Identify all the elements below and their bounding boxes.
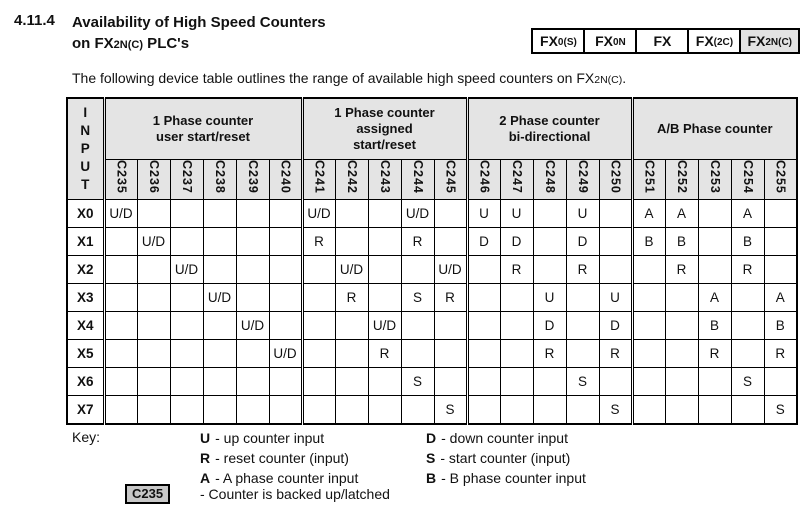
group-header-C241-C245 [302, 98, 467, 160]
cell-X1-C250 [599, 227, 632, 255]
cell-X4-C236 [137, 311, 170, 339]
cell-X3-C242: R [335, 283, 368, 311]
cell-X4-C247 [500, 311, 533, 339]
col-header-C244 [401, 160, 434, 200]
cell-X2-C248 [533, 255, 566, 283]
cell-X5-C249 [566, 339, 599, 367]
key-item-U [200, 428, 426, 448]
cell-X4-C254 [731, 311, 764, 339]
cell-X5-C251 [632, 339, 665, 367]
cell-X5-C253: R [698, 339, 731, 367]
cell-X4-C245 [434, 311, 467, 339]
cell-X6-C238 [203, 367, 236, 395]
col-header-label: C235 [114, 160, 129, 194]
col-header-C242 [335, 160, 368, 200]
cell-X7-C248 [533, 395, 566, 424]
cell-X4-C244 [401, 311, 434, 339]
cell-X5-C236 [137, 339, 170, 367]
intro-pre: The following device table outlines the range of available high speed counters on FX [72, 70, 595, 86]
cell-X5-C235 [104, 339, 137, 367]
cell-X3-C254 [731, 283, 764, 311]
cell-X7-C242 [335, 395, 368, 424]
cell-X7-C243 [368, 395, 401, 424]
key-item-B [426, 468, 586, 488]
cell-X3-C238: U/D [203, 283, 236, 311]
cell-X0-C254: A [731, 199, 764, 227]
col-header-label: C242 [344, 160, 359, 194]
cell-X3-C240 [269, 283, 302, 311]
key-desc: - start counter (input) [440, 450, 571, 466]
table-row-X3 [67, 283, 797, 311]
section-number: 4.11.4 [14, 12, 55, 29]
cell-X3-C243 [368, 283, 401, 311]
cell-X7-C251 [632, 395, 665, 424]
cell-X5-C242 [335, 339, 368, 367]
cell-X7-C238 [203, 395, 236, 424]
cell-X5-C239 [236, 339, 269, 367]
cell-X5-C247 [500, 339, 533, 367]
hsc-availability-table [66, 97, 798, 425]
col-header-label: C240 [278, 160, 293, 194]
group-header-line: 1 Phase counter [334, 105, 435, 120]
cell-X4-C243: U/D [368, 311, 401, 339]
cell-X1-C238 [203, 227, 236, 255]
col-header-C255 [764, 160, 797, 200]
cell-X4-C249 [566, 311, 599, 339]
cell-X2-C252: R [665, 255, 698, 283]
cell-X2-C236 [137, 255, 170, 283]
cell-X0-C238 [203, 199, 236, 227]
title-line-2-pre: on FX [72, 35, 114, 52]
cell-X6-C255 [764, 367, 797, 395]
row-header-X2: X2 [67, 255, 104, 283]
col-header-C249 [566, 160, 599, 200]
cell-X7-C244 [401, 395, 434, 424]
cell-X5-C250: R [599, 339, 632, 367]
group-header-line: 2 Phase counter [499, 113, 600, 128]
cell-X6-C240 [269, 367, 302, 395]
cell-X1-C247: D [500, 227, 533, 255]
cell-X2-C243 [368, 255, 401, 283]
key-item-A [200, 468, 426, 488]
cell-X3-C235 [104, 283, 137, 311]
cell-X7-C236 [137, 395, 170, 424]
cell-X0-C237 [170, 199, 203, 227]
key-letter: D [426, 430, 437, 446]
table-row-X7 [67, 395, 797, 424]
cell-X4-C255: B [764, 311, 797, 339]
col-header-label: C243 [377, 160, 392, 194]
cell-X2-C255 [764, 255, 797, 283]
cell-X4-C239: U/D [236, 311, 269, 339]
cell-X1-C242 [335, 227, 368, 255]
cell-X5-C245 [434, 339, 467, 367]
group-header-line: A/B Phase counter [656, 121, 773, 136]
cell-X4-C248: D [533, 311, 566, 339]
table-row-X5 [67, 339, 797, 367]
col-header-label: C236 [146, 160, 161, 194]
cell-X1-C253 [698, 227, 731, 255]
cell-X1-C251: B [632, 227, 665, 255]
cell-X2-C238 [203, 255, 236, 283]
cell-X1-C239 [236, 227, 269, 255]
col-header-label: C251 [642, 160, 657, 194]
cell-X6-C249: S [566, 367, 599, 395]
cell-X2-C250 [599, 255, 632, 283]
cell-X1-C237 [170, 227, 203, 255]
col-header-label: C248 [542, 160, 557, 194]
group-header-C246-C250 [467, 98, 632, 160]
cell-X4-C238 [203, 311, 236, 339]
cell-X1-C252: B [665, 227, 698, 255]
cell-X0-C247: U [500, 199, 533, 227]
cell-X0-C251: A [632, 199, 665, 227]
cell-X3-C249 [566, 283, 599, 311]
row-header-X3: X3 [67, 283, 104, 311]
cell-X6-C250 [599, 367, 632, 395]
row-header-X7: X7 [67, 395, 104, 424]
cell-X6-C236 [137, 367, 170, 395]
col-header-label: C247 [509, 160, 524, 194]
col-header-C247 [500, 160, 533, 200]
col-header-label: C252 [674, 160, 689, 194]
cell-X7-C249 [566, 395, 599, 424]
plc-tab-main-label: FX [540, 33, 558, 49]
cell-X6-C253 [698, 367, 731, 395]
cell-X5-C248: R [533, 339, 566, 367]
cell-X5-C246 [467, 339, 500, 367]
cell-X0-C248 [533, 199, 566, 227]
cell-X0-C243 [368, 199, 401, 227]
cell-X3-C239 [236, 283, 269, 311]
cell-X6-C246 [467, 367, 500, 395]
cell-X5-C241 [302, 339, 335, 367]
group-header-line: start/reset [353, 137, 416, 152]
cell-X2-C251 [632, 255, 665, 283]
cell-X2-C240 [269, 255, 302, 283]
col-header-C253 [698, 160, 731, 200]
cell-X2-C249: R [566, 255, 599, 283]
cell-X6-C242 [335, 367, 368, 395]
cell-X4-C246 [467, 311, 500, 339]
cell-X7-C240 [269, 395, 302, 424]
plc-tab-fx [635, 28, 689, 54]
plc-tab-fx2nc [739, 28, 800, 54]
intro-post: . [622, 70, 627, 86]
key-letter: S [426, 450, 436, 466]
key-desc: - B phase counter input [441, 470, 586, 486]
col-header-C246 [467, 160, 500, 200]
cell-X0-C253 [698, 199, 731, 227]
cell-X0-C241: U/D [302, 199, 335, 227]
plc-tab-main-label: FX [653, 33, 672, 49]
plc-tab-sub-label: 0(S) [557, 36, 577, 48]
intro-sub: 2N(C) [594, 74, 623, 86]
cell-X7-C239 [236, 395, 269, 424]
cell-X2-C245: U/D [434, 255, 467, 283]
cell-X4-C240 [269, 311, 302, 339]
cell-X0-C242 [335, 199, 368, 227]
cell-X6-C254: S [731, 367, 764, 395]
cell-X0-C235: U/D [104, 199, 137, 227]
cell-X7-C252 [665, 395, 698, 424]
cell-X4-C250: D [599, 311, 632, 339]
row-header-X1: X1 [67, 227, 104, 255]
cell-X6-C247 [500, 367, 533, 395]
col-header-label: C239 [245, 160, 260, 194]
table-row-X1 [67, 227, 797, 255]
key-item-D [426, 428, 586, 448]
cell-X1-C241: R [302, 227, 335, 255]
group-header-C251-C255 [632, 98, 797, 160]
plc-tab-sub-label: 2N(C) [765, 36, 792, 48]
title-line-2-post: PLC's [143, 35, 190, 52]
plc-tab-fx0s [531, 28, 585, 54]
key-desc: - up counter input [215, 430, 325, 446]
cell-X6-C239 [236, 367, 269, 395]
group-header-line: 1 Phase counter [152, 113, 254, 128]
col-header-C243 [368, 160, 401, 200]
title-line-1: Availability of High Speed Counters [72, 14, 326, 31]
cell-X3-C244: S [401, 283, 434, 311]
plc-tab-main-label: FX [747, 33, 766, 49]
cell-X7-C253 [698, 395, 731, 424]
latched-counter-desc: - Counter is backed up/latched [200, 486, 390, 502]
cell-X6-C243 [368, 367, 401, 395]
cell-X5-C255: R [764, 339, 797, 367]
cell-X0-C239 [236, 199, 269, 227]
cell-X7-C245: S [434, 395, 467, 424]
cell-X3-C247 [500, 283, 533, 311]
cell-X7-C247 [500, 395, 533, 424]
col-header-C248 [533, 160, 566, 200]
cell-X5-C252 [665, 339, 698, 367]
cell-X5-C244 [401, 339, 434, 367]
col-header-C241 [302, 160, 335, 200]
plc-tab-fx0n [583, 28, 637, 54]
cell-X3-C245: R [434, 283, 467, 311]
cell-X1-C248 [533, 227, 566, 255]
input-column-header: I N P U T [67, 98, 104, 199]
latched-counter-box: C235 [125, 484, 170, 504]
col-header-C235 [104, 160, 137, 200]
key-section [0, 428, 806, 512]
cell-X6-C251 [632, 367, 665, 395]
cell-X6-C241 [302, 367, 335, 395]
key-letter: R [200, 450, 211, 466]
row-header-X0: X0 [67, 199, 104, 227]
cell-X3-C248: U [533, 283, 566, 311]
cell-X3-C237 [170, 283, 203, 311]
col-header-C250 [599, 160, 632, 200]
cell-X0-C246: U [467, 199, 500, 227]
cell-X3-C252 [665, 283, 698, 311]
col-header-C251 [632, 160, 665, 200]
cell-X2-C241 [302, 255, 335, 283]
cell-X5-C240: U/D [269, 339, 302, 367]
col-header-label: C244 [410, 160, 425, 194]
cell-X3-C255: A [764, 283, 797, 311]
cell-X6-C237 [170, 367, 203, 395]
col-header-C240 [269, 160, 302, 200]
cell-X6-C235 [104, 367, 137, 395]
cell-X4-C237 [170, 311, 203, 339]
group-header-line: user start/reset [156, 129, 250, 144]
cell-X6-C248 [533, 367, 566, 395]
cell-X3-C253: A [698, 283, 731, 311]
cell-X7-C250: S [599, 395, 632, 424]
col-header-C254 [731, 160, 764, 200]
col-header-label: C253 [707, 160, 722, 194]
row-header-X6: X6 [67, 367, 104, 395]
cell-X7-C255: S [764, 395, 797, 424]
cell-X7-C237 [170, 395, 203, 424]
group-header-line: bi-directional [508, 129, 591, 144]
cell-X1-C249: D [566, 227, 599, 255]
key-letter: U [200, 430, 211, 446]
col-header-C252 [665, 160, 698, 200]
cell-X2-C239 [236, 255, 269, 283]
key-item-R [200, 448, 426, 468]
cell-X4-C252 [665, 311, 698, 339]
cell-X7-C254 [731, 395, 764, 424]
cell-X3-C246 [467, 283, 500, 311]
cell-X3-C251 [632, 283, 665, 311]
cell-X6-C245 [434, 367, 467, 395]
key-letter: B [426, 470, 437, 486]
plc-tab-main-label: FX [595, 33, 613, 49]
row-header-X5: X5 [67, 339, 104, 367]
cell-X7-C241 [302, 395, 335, 424]
cell-X7-C235 [104, 395, 137, 424]
table-row-X0 [67, 199, 797, 227]
cell-X5-C237 [170, 339, 203, 367]
cell-X0-C250 [599, 199, 632, 227]
intro-text [72, 70, 626, 86]
cell-X1-C235 [104, 227, 137, 255]
cell-X0-C252: A [665, 199, 698, 227]
plc-tab-sub-label: (2C) [713, 36, 734, 48]
col-header-label: C255 [773, 160, 788, 194]
cell-X2-C244 [401, 255, 434, 283]
cell-X0-C249: U [566, 199, 599, 227]
cell-X1-C254: B [731, 227, 764, 255]
cell-X0-C245 [434, 199, 467, 227]
col-header-label: C254 [740, 160, 755, 194]
cell-X0-C240 [269, 199, 302, 227]
col-header-C239 [236, 160, 269, 200]
key-item-S [426, 448, 586, 468]
key-letter: A [200, 470, 211, 486]
cell-X5-C243: R [368, 339, 401, 367]
cell-X6-C252 [665, 367, 698, 395]
key-definitions [200, 428, 586, 488]
col-header-label: C237 [179, 160, 194, 194]
cell-X3-C241 [302, 283, 335, 311]
cell-X1-C240 [269, 227, 302, 255]
cell-X2-C254: R [731, 255, 764, 283]
col-header-C238 [203, 160, 236, 200]
plc-tab-fx2c [687, 28, 741, 54]
col-header-label: C238 [212, 160, 227, 194]
cell-X0-C244: U/D [401, 199, 434, 227]
cell-X2-C242: U/D [335, 255, 368, 283]
table-row-X2 [67, 255, 797, 283]
table-row-X4 [67, 311, 797, 339]
key-desc: - A phase counter input [215, 470, 359, 486]
col-header-label: C249 [575, 160, 590, 194]
cell-X3-C236 [137, 283, 170, 311]
plc-model-selector [533, 28, 800, 54]
cell-X7-C246 [467, 395, 500, 424]
table-row-X6 [67, 367, 797, 395]
cell-X4-C235 [104, 311, 137, 339]
key-desc: - reset counter (input) [215, 450, 349, 466]
cell-X1-C244: R [401, 227, 434, 255]
group-header-line: assigned [356, 121, 413, 136]
col-header-label: C245 [443, 160, 458, 194]
cell-X2-C235 [104, 255, 137, 283]
col-header-C236 [137, 160, 170, 200]
title-line-2-sub: 2N(C) [113, 39, 144, 51]
cell-X4-C242 [335, 311, 368, 339]
cell-X1-C236: U/D [137, 227, 170, 255]
cell-X1-C243 [368, 227, 401, 255]
cell-X1-C255 [764, 227, 797, 255]
cell-X2-C237: U/D [170, 255, 203, 283]
cell-X4-C253: B [698, 311, 731, 339]
key-desc: - down counter input [441, 430, 568, 446]
row-header-X4: X4 [67, 311, 104, 339]
cell-X4-C251 [632, 311, 665, 339]
page-title [72, 12, 326, 56]
cell-X2-C253 [698, 255, 731, 283]
group-header-C235-C240 [104, 98, 302, 160]
cell-X2-C247: R [500, 255, 533, 283]
cell-X4-C241 [302, 311, 335, 339]
cell-X0-C236 [137, 199, 170, 227]
key-label: Key: [72, 429, 101, 445]
plc-tab-sub-label: 0N [612, 36, 626, 48]
col-header-C237 [170, 160, 203, 200]
title-line-2 [72, 33, 326, 56]
cell-X6-C244: S [401, 367, 434, 395]
col-header-C245 [434, 160, 467, 200]
cell-X1-C246: D [467, 227, 500, 255]
cell-X0-C255 [764, 199, 797, 227]
cell-X2-C246 [467, 255, 500, 283]
col-header-label: C246 [477, 160, 492, 194]
plc-tab-main-label: FX [695, 33, 714, 49]
col-header-label: C241 [312, 160, 327, 194]
cell-X5-C254 [731, 339, 764, 367]
col-header-label: C250 [608, 160, 623, 194]
cell-X5-C238 [203, 339, 236, 367]
cell-X3-C250: U [599, 283, 632, 311]
cell-X1-C245 [434, 227, 467, 255]
